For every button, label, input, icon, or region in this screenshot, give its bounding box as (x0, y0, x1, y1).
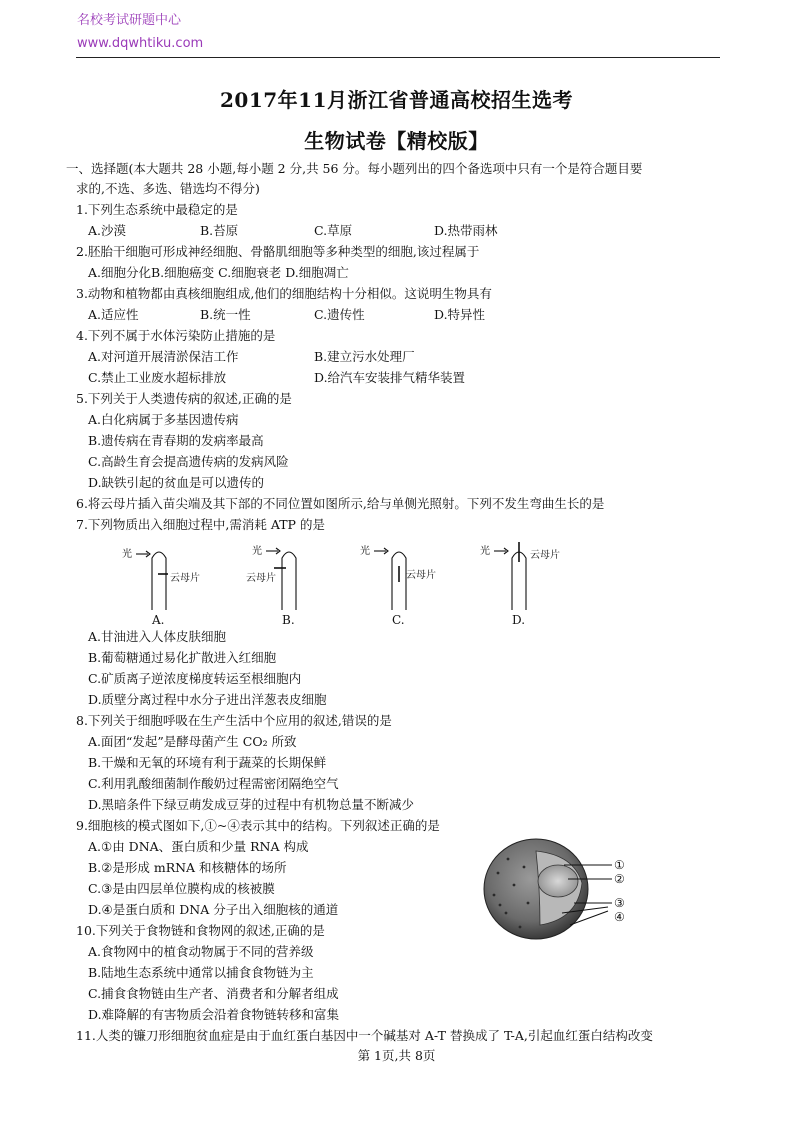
question-10-option-b: B.陆地生态系统中通常以捕食食物链为主 (88, 965, 314, 980)
question-3-option-b: B.统一性 (200, 307, 251, 322)
page-number: 第 1页,共 8页 (357, 1048, 436, 1063)
question-3-option-a: A.适应性 (88, 307, 139, 322)
question-1-option-c: C.草原 (314, 223, 353, 238)
section-intro-cont: 求的,不选、多选、错选均不得分) (76, 181, 260, 196)
question-9-option-b: B.②是形成 mRNA 和核糖体的场所 (88, 860, 287, 875)
question-10-option-c: C.捕食食物链由生产者、消费者和分解者组成 (88, 986, 339, 1001)
question-9-stem: 9.细胞核的模式图如下,①~④表示其中的结构。下列叙述正确的是 (76, 818, 440, 833)
mica-label-b: 云母片 (246, 573, 276, 584)
mica-label-c: 云母片 (406, 570, 436, 581)
question-4-stem: 4.下列不属于水体污染防止措施的是 (76, 328, 276, 343)
coleoptile-figure (100, 536, 620, 628)
exam-subtitle: 生物试卷【精校版】 (304, 129, 489, 153)
question-9-option-a: A.①由 DNA、蛋白质和少量 RNA 构成 (88, 839, 309, 854)
question-1-option-a: A.沙漠 (88, 223, 127, 238)
question-10-option-a: A.食物网中的植食动物属于不同的营养级 (88, 944, 314, 959)
question-3-stem: 3.动物和植物都由真核细胞组成,他们的细胞结构十分相似。这说明生物具有 (76, 286, 492, 301)
question-4-option-a: A.对河道开展清淤保洁工作 (88, 349, 239, 364)
label-1: ① (614, 858, 625, 872)
coleoptile-d (494, 542, 526, 610)
question-1-stem: 1.下列生态系统中最稳定的是 (76, 202, 238, 217)
question-7-option-c: C.矿质离子逆浓度梯度转运至根细胞内 (88, 671, 302, 686)
label-2: ② (614, 872, 625, 886)
light-label-d: 光 (480, 546, 490, 557)
question-4-option-d: D.给汽车安装排气精华装置 (314, 370, 466, 385)
figure-label-d: D. (512, 613, 526, 627)
question-5-option-d: D.缺铁引起的贫血是可以遗传的 (88, 475, 265, 490)
figure-label-b: B. (282, 613, 295, 627)
header-site-url[interactable]: www.dqwhtiku.com (77, 36, 204, 51)
question-4-option-c: C.禁止工业废水超标排放 (88, 370, 227, 385)
question-7-option-d: D.质壁分离过程中水分子进出洋葱表皮细胞 (88, 692, 327, 707)
mica-label-a: 云母片 (170, 573, 200, 584)
question-5-option-b: B.遗传病在青春期的发病率最高 (88, 433, 264, 448)
question-7-option-b: B.葡萄糖通过易化扩散进入红细胞 (88, 650, 277, 665)
question-8-stem: 8.下列关于细胞呼吸在生产生活中个应用的叙述,错误的是 (76, 713, 392, 728)
figure-label-c: C. (392, 613, 405, 627)
section-intro: 一、选择题(本大题共 28 小题,每小题 2 分,共 56 分。每小题列出的四个备选项中只有一个是符合题目要 (66, 161, 643, 176)
question-10-option-d: D.难降解的有害物质会沿着食物链转移和富集 (88, 1007, 340, 1022)
question-2-options: A.细胞分化B.细胞癌变 C.细胞衰老 D.细胞凋亡 (88, 265, 349, 280)
question-5-option-a: A.白化病属于多基因遗传病 (88, 412, 239, 427)
question-8-option-a: A.面团“发起”是酵母菌产生 CO₂ 所致 (88, 734, 297, 749)
question-3-option-c: C.遗传性 (314, 307, 365, 322)
question-5-stem: 5.下列关于人类遗传病的叙述,正确的是 (76, 391, 292, 406)
label-4: ④ (614, 910, 625, 924)
coleoptile-c (374, 548, 406, 610)
light-label-b: 光 (252, 546, 262, 557)
header-brand: 名校考试研题中心 (77, 13, 182, 28)
question-7-stem: 7.下列物质出入细胞过程中,需消耗 ATP 的是 (76, 517, 325, 532)
exam-title: 2017年11月浙江省普通高校招生选考 (220, 88, 573, 112)
header-divider (76, 57, 720, 58)
label-3: ③ (614, 896, 625, 910)
question-7-option-a: A.甘油进入人体皮肤细胞 (88, 629, 227, 644)
question-10-stem: 10.下列关于食物链和食物网的叙述,正确的是 (76, 923, 325, 938)
question-8-option-c: C.利用乳酸细菌制作酸奶过程需密闭隔绝空气 (88, 776, 339, 791)
question-3-option-d: D.特异性 (434, 307, 486, 322)
question-5-option-c: C.高龄生育会提高遗传病的发病风险 (88, 454, 289, 469)
light-label-c: 光 (360, 546, 370, 557)
mica-label-d: 云母片 (530, 550, 560, 561)
question-2-stem: 2.胚胎干细胞可形成神经细胞、骨骼肌细胞等多种类型的细胞,该过程属于 (76, 244, 480, 259)
nucleolus (538, 865, 578, 897)
coleoptile-a (136, 551, 168, 610)
question-11-stem: 11.人类的镰刀形细胞贫血症是由于血红蛋白基因中一个碱基对 A-T 替换成了 T-A,引起血红蛋白结构改变 (76, 1028, 653, 1043)
question-9-option-c: C.③是由四层单位膜构成的核被膜 (88, 881, 275, 896)
figure-label-a: A. (152, 613, 165, 627)
question-8-option-b: B.干燥和无氧的环境有利于蔬菜的长期保鲜 (88, 755, 327, 770)
nucleus-figure (478, 833, 638, 945)
question-1-option-b: B.苔原 (200, 223, 239, 238)
light-label-a: 光 (122, 549, 132, 560)
question-8-option-d: D.黑暗条件下绿豆萌发成豆芽的过程中有机物总量不断减少 (88, 797, 415, 812)
question-6-stem: 6.将云母片插入苗尖端及其下部的不同位置如图所示,给与单侧光照射。下列不发生弯曲生长的是 (76, 496, 605, 511)
question-1-option-d: D.热带雨林 (434, 223, 498, 238)
question-4-option-b: B.建立污水处理厂 (314, 349, 415, 364)
question-9-option-d: D.④是蛋白质和 DNA 分子出入细胞核的通道 (88, 902, 339, 917)
